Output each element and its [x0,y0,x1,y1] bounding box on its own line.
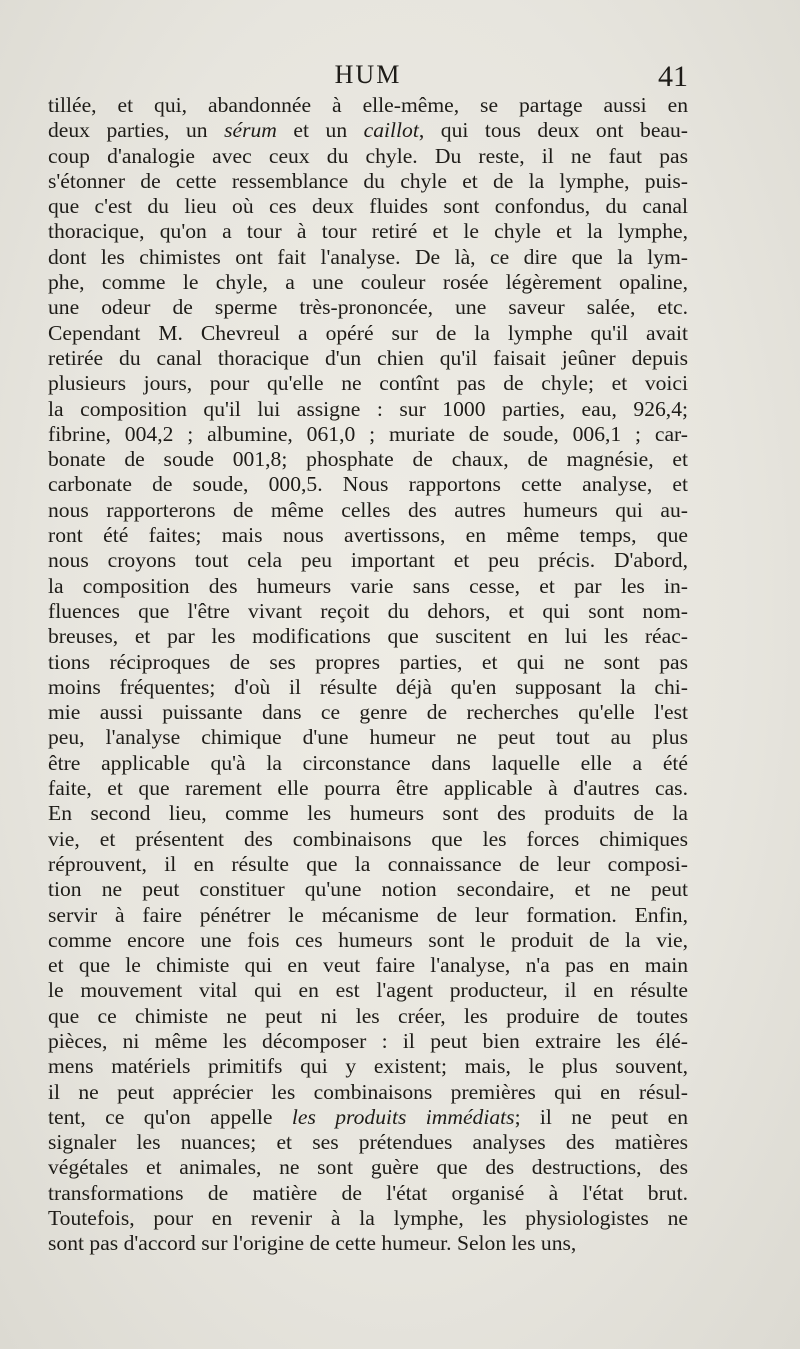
text-line: Cependant M. Chevreul a opéré sur de la lymphe qu'il avait [48,320,688,345]
text-line: le mouvement vital qui en est l'agent producteur, il en résulte [48,978,688,1003]
text-line: pièces, ni même les décomposer : il peut bien extraire les élé- [48,1028,688,1053]
text-line: être applicable qu'à la circonstance dans laquelle elle a été [48,750,688,775]
running-head: HUM [334,60,402,89]
text-line: servir à faire pénétrer le mécanisme de leur formation. Enfin, [48,902,688,927]
text-line: retirée du canal thoracique d'un chien qu'il faisait jeûner depuis [48,345,688,370]
text-line: transformations de matière de l'état organisé à l'état brut. [48,1180,688,1205]
text-line: tillée, et qui, abandonnée à elle-même, se partage aussi en [48,93,688,117]
text-line: moins fréquentes; d'où il résulte déjà qu'en supposant la chi- [48,674,688,699]
text-line: s'étonner de cette ressemblance du chyle et de la lymphe, puis- [48,168,688,193]
text-line: ront été faites; mais nous avertissons, en même temps, que [48,523,688,548]
text-line: En second lieu, comme les humeurs sont des produits de la [48,801,688,826]
text-line: comme encore une fois ces humeurs sont le produit de la vie, [48,927,688,952]
text-line: réprouvent, il en résulte que la connaissance de leur composi- [48,851,688,876]
text-line: sont pas d'accord sur l'origine de cette humeur. Selon les uns, [48,1231,577,1256]
text-line: faite, et que rarement elle pourra être applicable à d'autres cas. [48,776,688,801]
text-line: tion ne peut constituer qu'une notion secondaire, et ne peut [48,877,688,902]
text-line: nous rapporterons de même celles des autres humeurs qui au- [48,497,688,522]
text-line: la composition qu'il lui assigne : sur 1000 parties, eau, 926,4; [48,396,688,421]
text-line: phe, comme le chyle, a une couleur rosée légèrement opaline, [48,270,688,295]
text-line: fibrine, 004,2 ; albumine, 061,0 ; muriate de soude, 006,1 ; car- [48,421,688,446]
text-line: dont les chimistes ont fait l'analyse. De là, ce dire que la lym- [48,244,688,269]
text-line: mens matériels primitifs qui y existent; mais, le plus souvent, [48,1054,688,1079]
text-line: tions réciproques de ses propres parties, et qui ne sont pas [48,649,688,674]
text-line: il ne peut apprécier les combinaisons premières qui en résul- [48,1079,688,1104]
text-line: mie aussi puissante dans ce genre de recherches qu'elle l'est [48,700,688,725]
text-line: plusieurs jours, pour qu'elle ne contînt pas de chyle; et voici [48,371,688,396]
text-line: et que le chimiste qui en veut faire l'analyse, n'a pas en main [48,953,688,978]
text-line: carbonate de soude, 000,5. Nous rapportons cette analyse, et [48,472,688,497]
page-number: 41 [658,60,688,93]
text-line: végétales et animales, ne sont guère que des destructions, des [48,1155,688,1180]
text-line: nous croyons tout cela peu important et peu précis. D'abord, [48,548,688,573]
text-line: la composition des humeurs varie sans cesse, et par les in- [48,573,688,598]
text-line: Toutefois, pour en revenir à la lymphe, les physiologistes ne [48,1206,688,1231]
text-line: thoracique, qu'on a tour à tour retiré et le chyle et la lymphe, [48,219,688,244]
text-line: signaler les nuances; et ses prétendues analyses des matières [48,1130,688,1155]
page-header [48,60,688,96]
text-line: que ce chimiste ne peut ni les créer, les produire de toutes [48,1003,688,1028]
text-line: tent, ce qu'on appelle les produits immédiats; il ne peut en [48,1104,688,1129]
text-line: peu, l'analyse chimique d'une humeur ne peut tout au plus [48,725,688,750]
text-line: coup d'analogie avec ceux du chyle. Du reste, il ne faut pas [48,143,688,168]
text-line: breuses, et par les modifications que suscitent en lui les réac- [48,624,688,649]
text-line: vie, et présentent des combinaisons que les forces chimiques [48,826,688,851]
text-line: deux parties, un sérum et un caillot, qui tous deux ont beau- [48,118,688,143]
text-line: une odeur de sperme très-prononcée, une saveur salée, etc. [48,295,688,320]
text-line: que c'est du lieu où ces deux fluides sont confondus, du canal [48,194,688,219]
body-text [48,93,688,1257]
text-line: fluences que l'être vivant reçoit du dehors, et qui sont nom- [48,598,688,623]
text-line: bonate de soude 001,8; phosphate de chaux, de magnésie, et [48,447,688,472]
